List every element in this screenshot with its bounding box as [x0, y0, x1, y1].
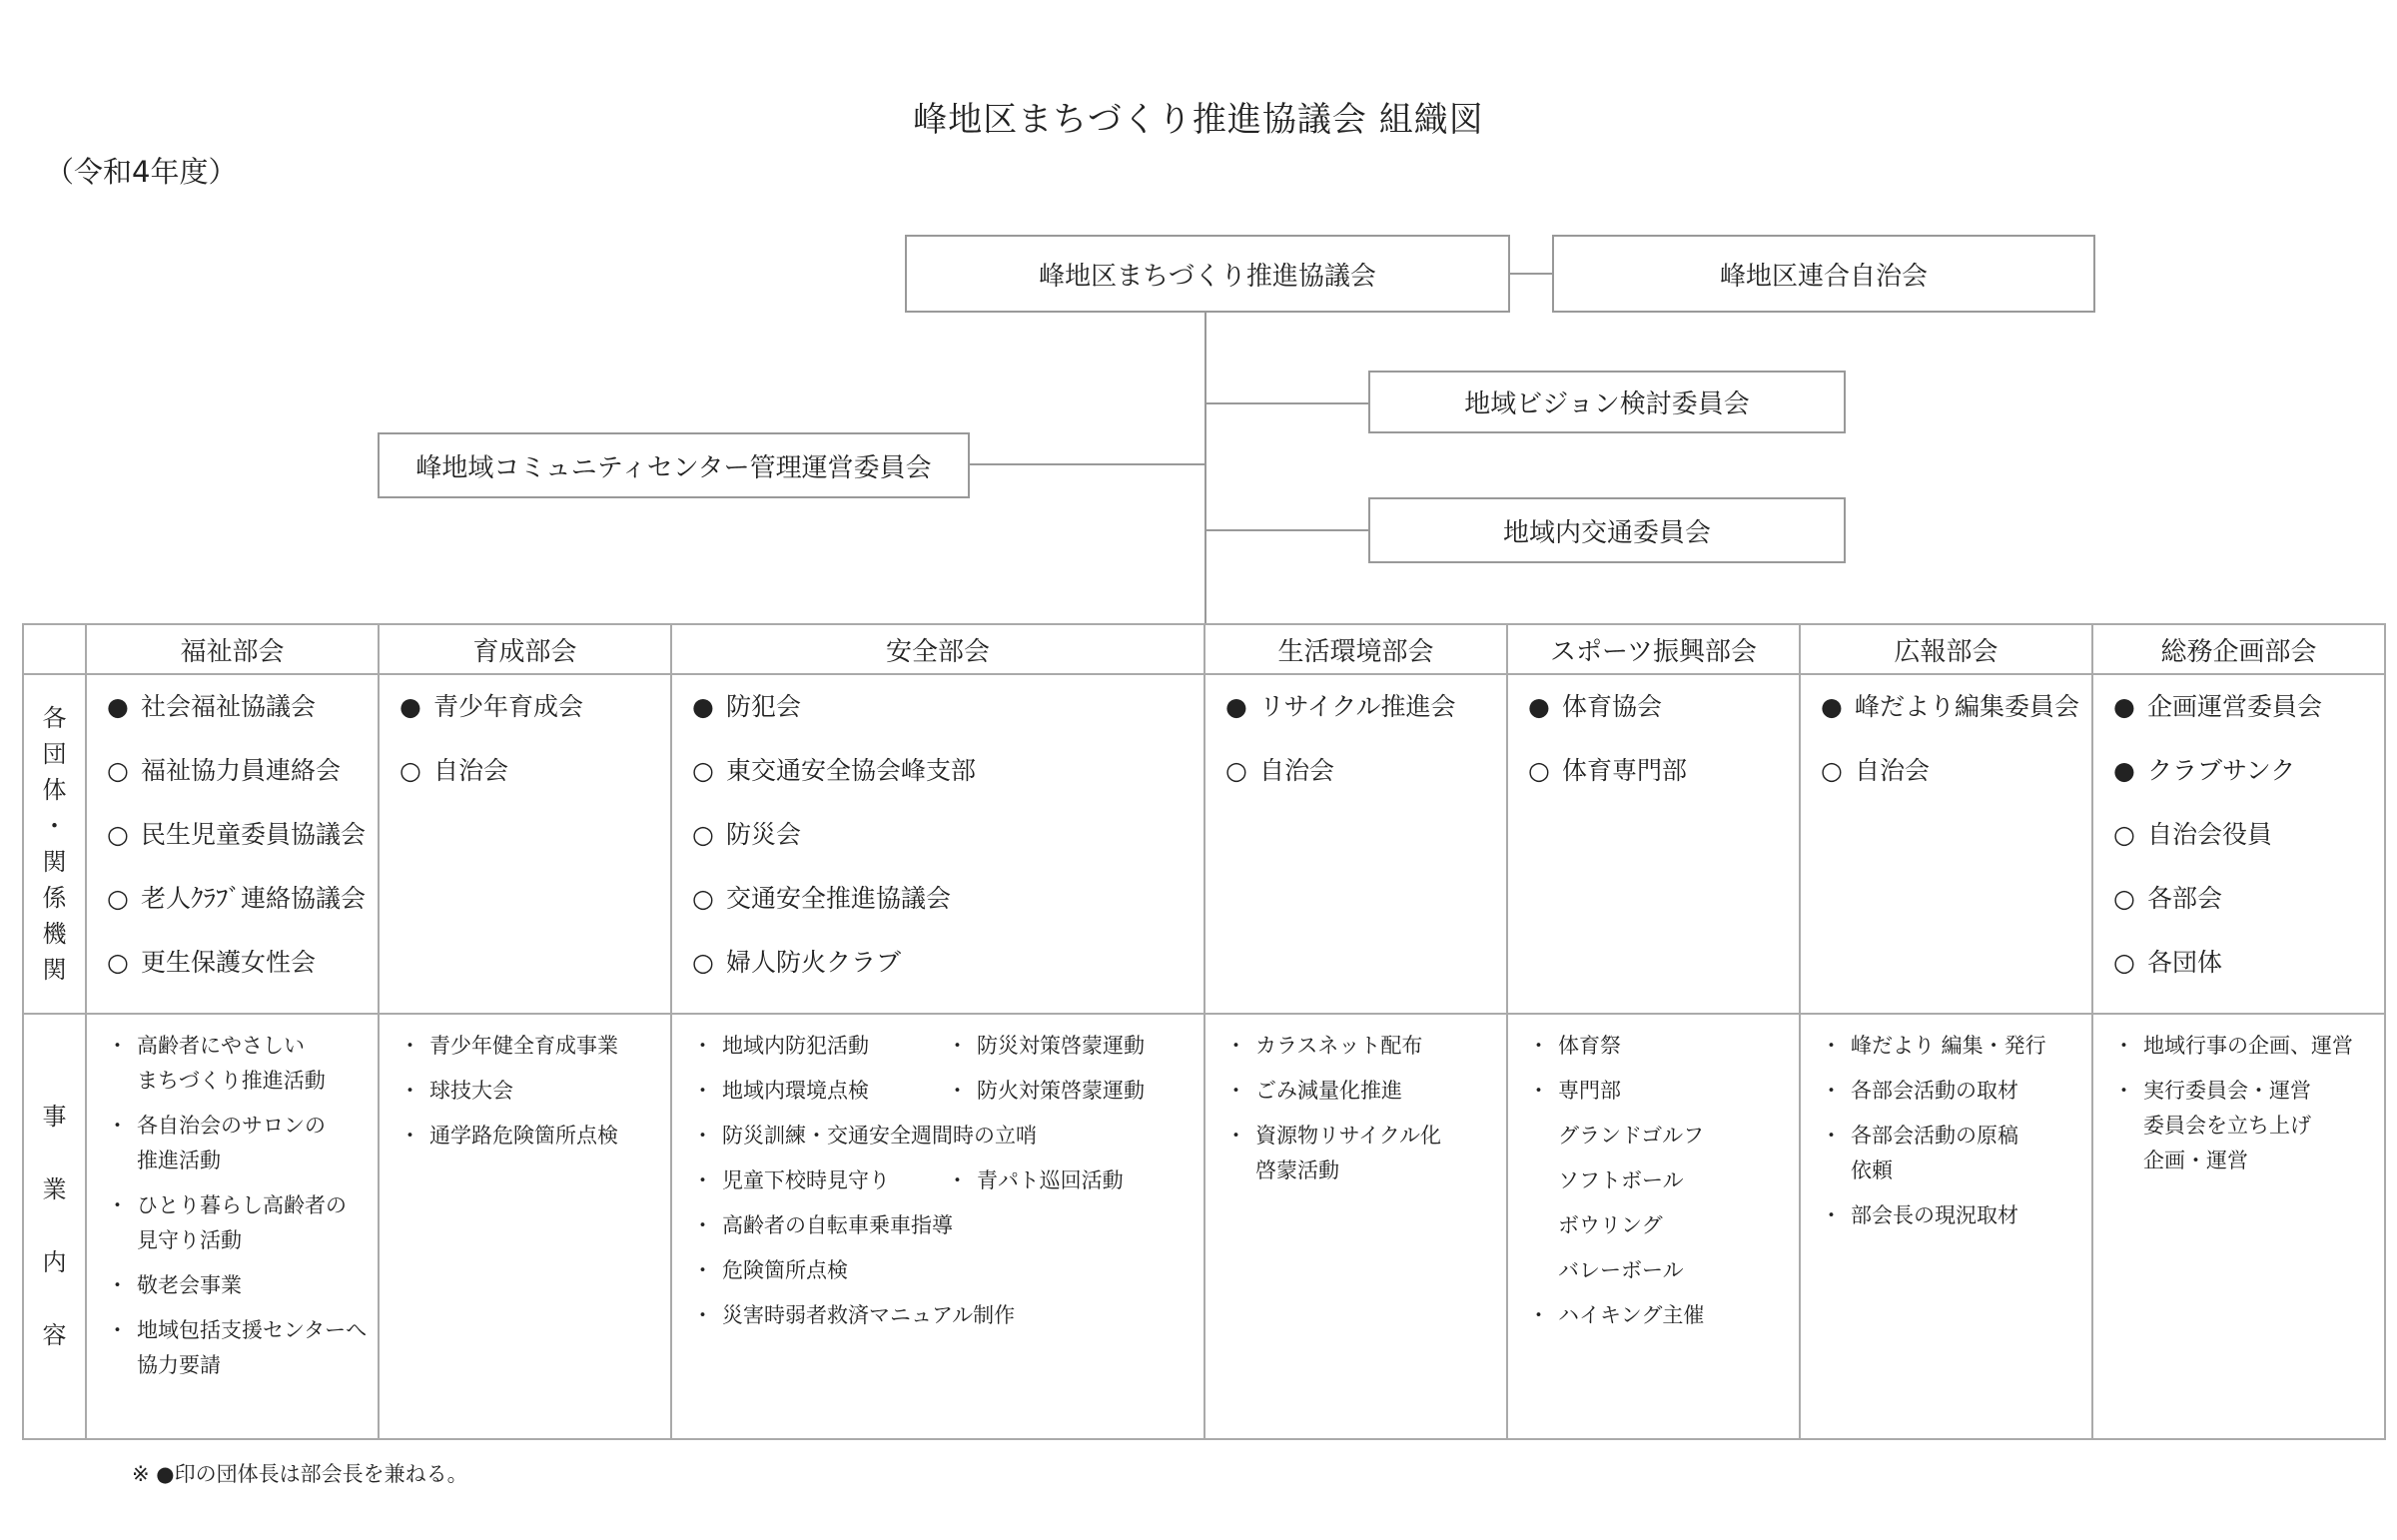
bullet-icon: ・ — [107, 1318, 128, 1342]
activity-item — [947, 1163, 1177, 1198]
activity-text: 各部会活動の原稿 — [1851, 1124, 2018, 1148]
fiscal-year: （令和4年度） — [45, 155, 238, 189]
row-label-char: 業 — [42, 1175, 67, 1203]
vision-committee-label: 地域ビジョン検討委員会 — [1464, 389, 1750, 419]
org-label: 東交通安全協会峰支部 — [726, 756, 977, 785]
bullet-icon: ・ — [692, 1258, 713, 1282]
activity-item — [1821, 1029, 2091, 1064]
bullet-icon: ・ — [692, 1124, 713, 1148]
row-label-char: 各 — [42, 704, 67, 732]
activity-text: 企画・運営 — [2143, 1149, 2248, 1172]
activity-item — [107, 1188, 378, 1258]
filled-circle-icon: ● — [1528, 692, 1550, 721]
activity-row — [692, 1208, 1203, 1253]
open-circle-icon: ○ — [692, 884, 714, 913]
filled-circle-icon: ● — [1821, 692, 1843, 721]
bullet-icon: ・ — [1528, 1303, 1549, 1327]
org-item — [107, 867, 378, 931]
dept-acts-cell — [2092, 1014, 2385, 1439]
activity-text: 啓蒙活動 — [1255, 1158, 1339, 1182]
org-item — [107, 739, 378, 803]
org-label: 防犯会 — [726, 692, 802, 721]
org-item — [2113, 803, 2384, 867]
bullet-icon: ・ — [1225, 1124, 1246, 1148]
filled-circle-icon: ● — [2113, 692, 2135, 721]
org-item — [1528, 675, 1799, 739]
bullet-icon: ・ — [2113, 1079, 2134, 1103]
org-item — [107, 803, 378, 867]
activity-item — [692, 1253, 1177, 1288]
open-circle-icon: ○ — [1528, 756, 1550, 785]
activity-item — [1225, 1074, 1506, 1109]
dept-header: スポーツ振興部会 — [1507, 624, 1800, 674]
org-label: 更生保護女性会 — [141, 948, 317, 977]
activity-text: ソフトボール — [1558, 1168, 1684, 1192]
activity-item — [1225, 1029, 1506, 1064]
bullet-icon: ・ — [947, 1034, 968, 1058]
org-label: 福祉協力員連絡会 — [141, 756, 342, 785]
dept-acts-cell — [1800, 1014, 2092, 1439]
org-item — [692, 739, 1203, 803]
bullet-icon: ・ — [1528, 1034, 1549, 1058]
org-label: クラブサンク — [2147, 756, 2296, 785]
org-label: 婦人防火クラブ — [726, 948, 902, 977]
activity-item — [400, 1074, 670, 1109]
activity-item — [692, 1163, 947, 1198]
bullet-icon: ・ — [400, 1079, 420, 1103]
activity-item — [1528, 1163, 1799, 1198]
org-item — [692, 675, 1203, 739]
activity-text: 地域行事の企画、運営 — [2143, 1034, 2353, 1058]
bullet-icon: ・ — [1225, 1034, 1246, 1058]
activity-text: バレーボール — [1558, 1258, 1684, 1282]
activity-text: 防災訓練・交通安全週間時の立哨 — [722, 1124, 1037, 1148]
connector-federation — [1510, 273, 1552, 275]
dept-orgs-cell — [379, 674, 671, 1014]
org-item — [1225, 739, 1506, 803]
bullet-icon: ・ — [400, 1034, 420, 1058]
dept-acts-cell — [1204, 1014, 1507, 1439]
org-item — [692, 931, 1203, 995]
federation-label: 峰地区連合自治会 — [1719, 261, 1928, 292]
row-label-char: 係 — [42, 884, 67, 912]
org-label: 体育協会 — [1562, 692, 1663, 721]
activity-text: 見守り活動 — [137, 1228, 242, 1252]
activity-text: 危険箇所点検 — [722, 1258, 848, 1282]
open-circle-icon: ○ — [107, 948, 129, 977]
activity-item — [692, 1029, 947, 1064]
main-council-box — [905, 235, 1510, 313]
activity-text: グランドゴルフ — [1558, 1124, 1705, 1148]
open-circle-icon: ○ — [107, 756, 129, 785]
acts-row — [23, 1014, 2385, 1439]
activity-item — [1528, 1208, 1799, 1243]
dept-orgs-cell — [1204, 674, 1507, 1014]
bullet-icon: ・ — [400, 1124, 420, 1148]
row-label-char: 関 — [42, 848, 67, 876]
filled-circle-icon: ● — [107, 692, 129, 721]
connector-traffic — [1205, 529, 1368, 531]
activity-text: 青少年健全育成事業 — [429, 1034, 618, 1058]
activity-text: 地域包括支援センターへ — [137, 1318, 368, 1342]
dept-orgs-cell — [2092, 674, 2385, 1014]
filled-circle-icon: ● — [1225, 692, 1247, 721]
open-circle-icon: ○ — [692, 820, 714, 849]
open-circle-icon: ○ — [1821, 756, 1843, 785]
dept-orgs-cell — [671, 674, 1204, 1014]
activity-text: 協力要請 — [137, 1353, 221, 1377]
traffic-committee-label: 地域内交通委員会 — [1502, 517, 1711, 548]
org-item — [692, 867, 1203, 931]
activity-text: 体育祭 — [1558, 1034, 1621, 1058]
org-label: 体育専門部 — [1562, 756, 1688, 785]
activity-text: 高齢者にやさしい — [137, 1034, 305, 1058]
org-item — [1225, 675, 1506, 739]
activity-row — [692, 1029, 1203, 1074]
activity-text: ハイキング主催 — [1558, 1303, 1705, 1327]
bullet-icon: ・ — [692, 1213, 713, 1237]
activity-text: 実行委員会・運営 — [2143, 1079, 2311, 1103]
row-label-char: 事 — [42, 1103, 67, 1131]
org-label: 交通安全推進協議会 — [726, 884, 952, 913]
activity-text: 各自治会のサロンの — [137, 1114, 326, 1138]
federation-box — [1552, 235, 2095, 313]
row-label-char: 内 — [42, 1248, 67, 1276]
org-item — [400, 739, 670, 803]
org-label: 老人ｸﾗﾌﾞ連絡協議会 — [141, 884, 367, 913]
community-center-label: 峰地域コミュニティセンター管理運営委員会 — [415, 452, 932, 483]
activity-item — [1225, 1119, 1506, 1188]
bullet-icon: ・ — [692, 1079, 713, 1103]
activity-item — [2113, 1074, 2384, 1178]
corner-cell — [23, 624, 86, 674]
org-label: 各団体 — [2147, 948, 2223, 977]
activity-text: 委員会を立ち上げ — [2143, 1114, 2311, 1138]
org-item — [1821, 675, 2091, 739]
activity-item — [107, 1109, 378, 1178]
activity-row — [692, 1163, 1203, 1208]
bullet-icon: ・ — [107, 1193, 128, 1217]
dept-header: 広報部会 — [1800, 624, 2092, 674]
open-circle-icon: ○ — [400, 756, 421, 785]
bullet-icon: ・ — [1225, 1079, 1246, 1103]
traffic-committee-box — [1368, 497, 1846, 563]
org-label: 青少年育成会 — [433, 692, 584, 721]
org-label: 社会福祉協議会 — [141, 692, 317, 721]
activity-item — [1528, 1119, 1799, 1154]
dept-header: 生活環境部会 — [1204, 624, 1507, 674]
dept-header: 福祉部会 — [86, 624, 379, 674]
org-label: リサイクル推進会 — [1259, 692, 1456, 721]
bullet-icon: ・ — [107, 1114, 128, 1138]
vision-committee-box — [1368, 371, 1846, 433]
activity-item — [692, 1074, 947, 1109]
open-circle-icon: ○ — [692, 948, 714, 977]
activity-item — [107, 1268, 378, 1303]
activity-item — [1528, 1253, 1799, 1288]
org-item — [400, 675, 670, 739]
bullet-icon: ・ — [107, 1034, 128, 1058]
activity-item — [1821, 1198, 2091, 1233]
org-item — [2113, 675, 2384, 739]
activity-text: 推進活動 — [137, 1149, 221, 1172]
activity-row — [692, 1119, 1203, 1163]
dept-orgs-cell — [1507, 674, 1800, 1014]
open-circle-icon: ○ — [2113, 948, 2135, 977]
row-label-char: 団 — [42, 740, 67, 768]
row-label-char: ・ — [42, 812, 67, 840]
org-item — [2113, 931, 2384, 995]
open-circle-icon: ○ — [2113, 820, 2135, 849]
filled-circle-icon: ● — [400, 692, 421, 721]
connector-vision — [1205, 402, 1368, 404]
org-item — [1528, 739, 1799, 803]
row-label-char: 容 — [42, 1321, 67, 1349]
bullet-icon: ・ — [692, 1168, 713, 1192]
bullet-icon: ・ — [1821, 1203, 1842, 1227]
org-label: 各部会 — [2147, 884, 2223, 913]
department-table — [22, 623, 2386, 1440]
activity-text: 各部会活動の取材 — [1851, 1079, 2018, 1103]
activity-text: 球技大会 — [429, 1079, 513, 1103]
activity-text: 地域内防犯活動 — [722, 1034, 869, 1058]
dept-acts-cell — [86, 1014, 379, 1439]
org-label: 自治会 — [1855, 756, 1931, 785]
filled-circle-icon: ● — [2113, 756, 2135, 785]
activity-text: 災害時弱者救済マニュアル制作 — [722, 1303, 1016, 1327]
bullet-icon: ・ — [2113, 1034, 2134, 1058]
row-label-char: 体 — [42, 776, 67, 804]
activity-text: 児童下校時見守り — [722, 1168, 890, 1192]
orgs-row — [23, 674, 2385, 1014]
activity-text: 峰だより 編集・発行 — [1851, 1034, 2046, 1058]
acts-row-label — [23, 1014, 86, 1439]
org-item — [107, 931, 378, 995]
activity-text: 部会長の現況取材 — [1851, 1203, 2018, 1227]
activity-text: ごみ減量化推進 — [1255, 1079, 1402, 1103]
footnote: ※ ●印の団体長は部会長を兼ねる。 — [132, 1462, 468, 1486]
org-item — [107, 675, 378, 739]
org-label: 企画運営委員会 — [2147, 692, 2323, 721]
bullet-icon: ・ — [692, 1303, 713, 1327]
connector-trunk — [1204, 313, 1206, 624]
activity-item — [692, 1119, 1177, 1154]
bullet-icon: ・ — [1528, 1079, 1549, 1103]
activity-item — [107, 1313, 378, 1383]
activity-item — [1528, 1298, 1799, 1333]
activity-text: 依頼 — [1851, 1158, 1893, 1182]
org-item — [2113, 867, 2384, 931]
filled-circle-icon: ● — [692, 692, 714, 721]
activity-item — [1528, 1074, 1799, 1109]
activity-text: 青パト巡回活動 — [977, 1168, 1124, 1192]
org-item — [2113, 739, 2384, 803]
connector-center — [970, 463, 1205, 465]
activity-item — [1821, 1119, 2091, 1188]
activity-text: 地域内環境点検 — [722, 1079, 869, 1103]
org-label: 自治会 — [1259, 756, 1335, 785]
chart-title: 峰地区まちづくり推進協議会 組織図 — [913, 100, 1484, 140]
activity-item — [1821, 1074, 2091, 1109]
activity-row — [692, 1298, 1203, 1343]
bullet-icon: ・ — [107, 1273, 128, 1297]
dept-orgs-cell — [86, 674, 379, 1014]
activity-row — [692, 1253, 1203, 1298]
main-council-label: 峰地区まちづくり推進協議会 — [1039, 261, 1376, 292]
activity-text: 防火対策啓蒙運動 — [977, 1079, 1145, 1103]
bullet-icon: ・ — [1821, 1124, 1842, 1148]
row-label-char: 機 — [42, 920, 67, 948]
dept-acts-cell — [379, 1014, 671, 1439]
activity-item — [107, 1029, 378, 1099]
activity-text: 専門部 — [1558, 1079, 1621, 1103]
activity-text: 通学路危険箇所点検 — [429, 1124, 618, 1148]
open-circle-icon: ○ — [2113, 884, 2135, 913]
activity-row — [692, 1074, 1203, 1119]
activity-item — [2113, 1029, 2384, 1064]
open-circle-icon: ○ — [107, 884, 129, 913]
activity-text: ボウリング — [1558, 1213, 1663, 1237]
header-row — [23, 624, 2385, 674]
activity-text: まちづくり推進活動 — [137, 1069, 326, 1093]
activity-item — [1528, 1029, 1799, 1064]
activity-text: 敬老会事業 — [137, 1273, 242, 1297]
open-circle-icon: ○ — [1225, 756, 1247, 785]
open-circle-icon: ○ — [692, 756, 714, 785]
activity-item — [947, 1074, 1177, 1109]
activity-item — [400, 1029, 670, 1064]
activity-item — [947, 1029, 1177, 1064]
activity-text: カラスネット配布 — [1255, 1034, 1423, 1058]
org-label: 峰だより編集委員会 — [1855, 692, 2080, 721]
bullet-icon: ・ — [1821, 1034, 1842, 1058]
open-circle-icon: ○ — [107, 820, 129, 849]
org-label: 自治会 — [433, 756, 509, 785]
community-center-box — [378, 432, 970, 498]
dept-orgs-cell — [1800, 674, 2092, 1014]
bullet-icon: ・ — [692, 1034, 713, 1058]
dept-acts-cell — [1507, 1014, 1800, 1439]
orgs-row-label — [23, 674, 86, 1014]
activity-text: ひとり暮らし高齢者の — [137, 1193, 347, 1217]
dept-header: 安全部会 — [671, 624, 1204, 674]
bullet-icon: ・ — [1821, 1079, 1842, 1103]
org-label: 自治会役員 — [2147, 820, 2273, 849]
activity-item — [400, 1119, 670, 1154]
activity-text: 防災対策啓蒙運動 — [977, 1034, 1145, 1058]
dept-header: 育成部会 — [379, 624, 671, 674]
bullet-icon: ・ — [947, 1079, 968, 1103]
activity-item — [692, 1208, 1177, 1243]
activity-text: 資源物リサイクル化 — [1255, 1124, 1442, 1148]
activity-text: 高齢者の自転車乗車指導 — [722, 1213, 953, 1237]
org-item — [1821, 739, 2091, 803]
org-label: 民生児童委員協議会 — [141, 820, 367, 849]
bullet-icon: ・ — [947, 1168, 968, 1192]
row-label-char: 関 — [42, 956, 67, 984]
org-label: 防災会 — [726, 820, 802, 849]
activity-item — [692, 1298, 1177, 1333]
org-item — [692, 803, 1203, 867]
dept-acts-cell — [671, 1014, 1204, 1439]
dept-header: 総務企画部会 — [2092, 624, 2385, 674]
